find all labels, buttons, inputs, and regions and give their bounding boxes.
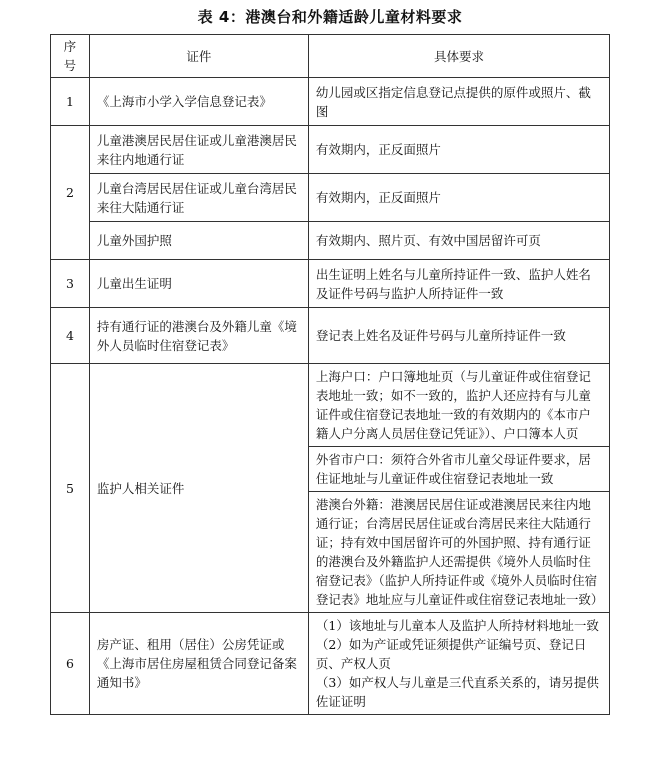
document-cell: 儿童港澳居民居住证或儿童港澳居民来往内地通行证 bbox=[89, 126, 308, 174]
requirement-cell: 幼儿园或区指定信息登记点提供的原件或照片、截图 bbox=[308, 78, 609, 126]
requirement-cell bbox=[308, 613, 609, 715]
requirement-cell: 港澳台外籍：港澳居民居住证或港澳居民来往内地通行证；台湾居民居住证或台湾居民来往大陆通行证；持有效中国居留许可的外国护照、持有通行证的港澳台及外籍监护人还需提供《境外人员临时住宿登记表》（监护人所持证件或《境外人员临时住宿登记表》地址应与儿童证件或住宿登记表地址一致） bbox=[308, 492, 609, 613]
table-title: 表 4：港澳台和外籍适龄儿童材料要求 bbox=[197, 8, 463, 26]
document-cell: 儿童外国护照 bbox=[89, 222, 308, 260]
row-number: 1 bbox=[51, 78, 90, 126]
table-row bbox=[51, 222, 610, 260]
row-number: 3 bbox=[51, 260, 90, 308]
row-number: 5 bbox=[51, 364, 90, 613]
table-row bbox=[51, 78, 610, 126]
table-row bbox=[51, 613, 610, 715]
table-row bbox=[51, 260, 610, 308]
document-cell: 监护人相关证件 bbox=[89, 364, 308, 613]
header-row bbox=[51, 35, 610, 78]
requirement-cell: 出生证明上姓名与儿童所持证件一致、监护人姓名及证件号码与监护人所持证件一致 bbox=[308, 260, 609, 308]
table-row bbox=[51, 364, 610, 447]
table-row bbox=[51, 126, 610, 174]
requirement-cell: 有效期内，正反面照片 bbox=[308, 126, 609, 174]
document-cell: 儿童台湾居民居住证或儿童台湾居民来往大陆通行证 bbox=[89, 174, 308, 222]
requirement-cell: 有效期内，正反面照片 bbox=[308, 174, 609, 222]
requirement-line: （2）如为产证或凭证须提供产证编号页、登记日页、产权人页 bbox=[315, 637, 587, 671]
requirement-cell: 外省市户口：须符合外省市儿童父母证件要求，居住证地址与儿童证件或住宿登记表地址一致 bbox=[308, 447, 609, 492]
document-cell: 儿童出生证明 bbox=[89, 260, 308, 308]
requirement-line: （3）如产权人与儿童是三代直系关系的，请另提供佐证证明 bbox=[315, 675, 599, 709]
row-number: 6 bbox=[51, 613, 90, 715]
requirement-cell: 登记表上姓名及证件号码与儿童所持证件一致 bbox=[308, 308, 609, 364]
document-cell: 《上海市小学入学信息登记表》 bbox=[89, 78, 308, 126]
document-cell: 持有通行证的港澳台及外籍儿童《境外人员临时住宿登记表》 bbox=[89, 308, 308, 364]
header-cell-document: 证件 bbox=[89, 35, 308, 78]
requirement-line: （1）该地址与儿童本人及监护人所持材料地址一致 bbox=[315, 618, 599, 633]
document-cell: 房产证、租用（居住）公房凭证或《上海市居住房屋租赁合同登记备案通知书》 bbox=[89, 613, 308, 715]
row-number: 4 bbox=[51, 308, 90, 364]
requirement-cell: 有效期内、照片页、有效中国居留许可页 bbox=[308, 222, 609, 260]
requirement-cell: 上海户口：户口簿地址页（与儿童证件或住宿登记表地址一致；如不一致的，监护人还应持有与儿童证件或住宿登记表地址一致的有效期内的《本市户籍人户分离人员居住登记凭证》）、户口簿本人页 bbox=[308, 364, 609, 447]
materials-table bbox=[50, 34, 610, 715]
row-number: 2 bbox=[51, 126, 90, 260]
header-cell-number: 序号 bbox=[51, 35, 90, 78]
table-row bbox=[51, 174, 610, 222]
header-cell-requirement: 具体要求 bbox=[308, 35, 609, 78]
table-row bbox=[51, 308, 610, 364]
